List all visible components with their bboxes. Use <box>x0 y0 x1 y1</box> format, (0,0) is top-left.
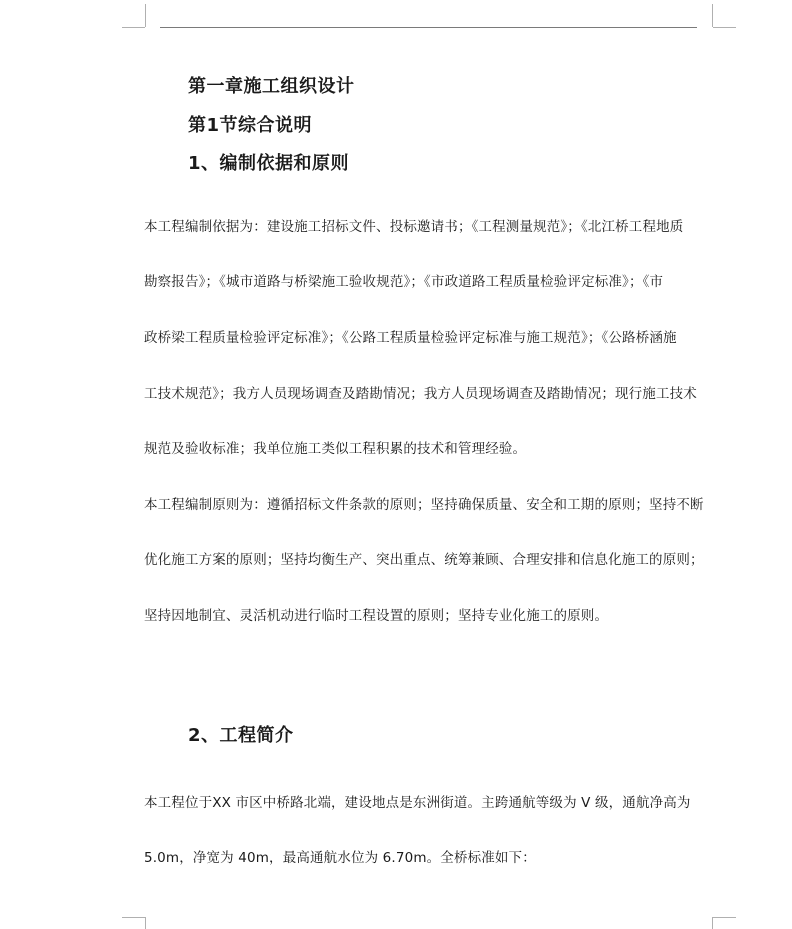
paragraph-line: 勘察报告》；《城市道路与桥梁施工验收规范》；《市政道路工程质量检验评定标准》；《市 <box>144 274 664 290</box>
paragraph-line: 坚持因地制宜、灵活机动进行临时工程设置的原则；坚持专业化施工的原则。 <box>144 608 609 624</box>
crop-mark-top-left-horizontal <box>122 27 145 28</box>
subsection-2-title: 2、工程简介 <box>188 725 294 746</box>
crop-mark-top-right-vertical <box>712 4 713 27</box>
section-title: 第1节综合说明 <box>188 115 313 136</box>
paragraph-line: 优化施工方案的原则；坚持均衡生产、突出重点、统筹兼顾、合理安排和信息化施工的原则； <box>144 552 704 568</box>
crop-mark-top-left-vertical <box>145 4 146 27</box>
paragraph-line: 5.0m，净宽为 40m，最高通航水位为 6.70m。全桥标准如下： <box>144 850 536 866</box>
paragraph-line: 本工程编制依据为：建设施工招标文件、投标邀请书；《工程测量规范》；《北江桥工程地质 <box>144 219 684 235</box>
paragraph-line: 本工程位于XX 市区中桥路北端，建设地点是东洲街道。主跨通航等级为 V 级，通航净高为 <box>144 795 691 811</box>
paragraph-line: 政桥梁工程质量检验评定标准》；《公路工程质量检验评定标准与施工规范》；《公路桥涵施 <box>144 330 677 346</box>
paragraph-line: 规范及验收标准；我单位施工类似工程积累的技术和管理经验。 <box>144 441 527 457</box>
chapter-title: 第一章施工组织设计 <box>188 76 355 97</box>
paragraph-line: 本工程编制原则为：遵循招标文件条款的原则；坚持确保质量、安全和工期的原则；坚持不断 <box>144 497 704 513</box>
header-rule <box>160 27 697 28</box>
crop-mark-bottom-right-vertical <box>712 917 713 929</box>
crop-mark-bottom-left-vertical <box>145 917 146 929</box>
crop-mark-bottom-left-horizontal <box>122 917 145 918</box>
crop-mark-bottom-right-horizontal <box>713 917 736 918</box>
paragraph-line: 工技术规范》；我方人员现场调查及踏勘情况；我方人员现场调查及踏勘情况；现行施工技术 <box>144 386 697 402</box>
crop-mark-top-right-horizontal <box>713 27 736 28</box>
subsection-1-title: 1、编制依据和原则 <box>188 153 350 174</box>
